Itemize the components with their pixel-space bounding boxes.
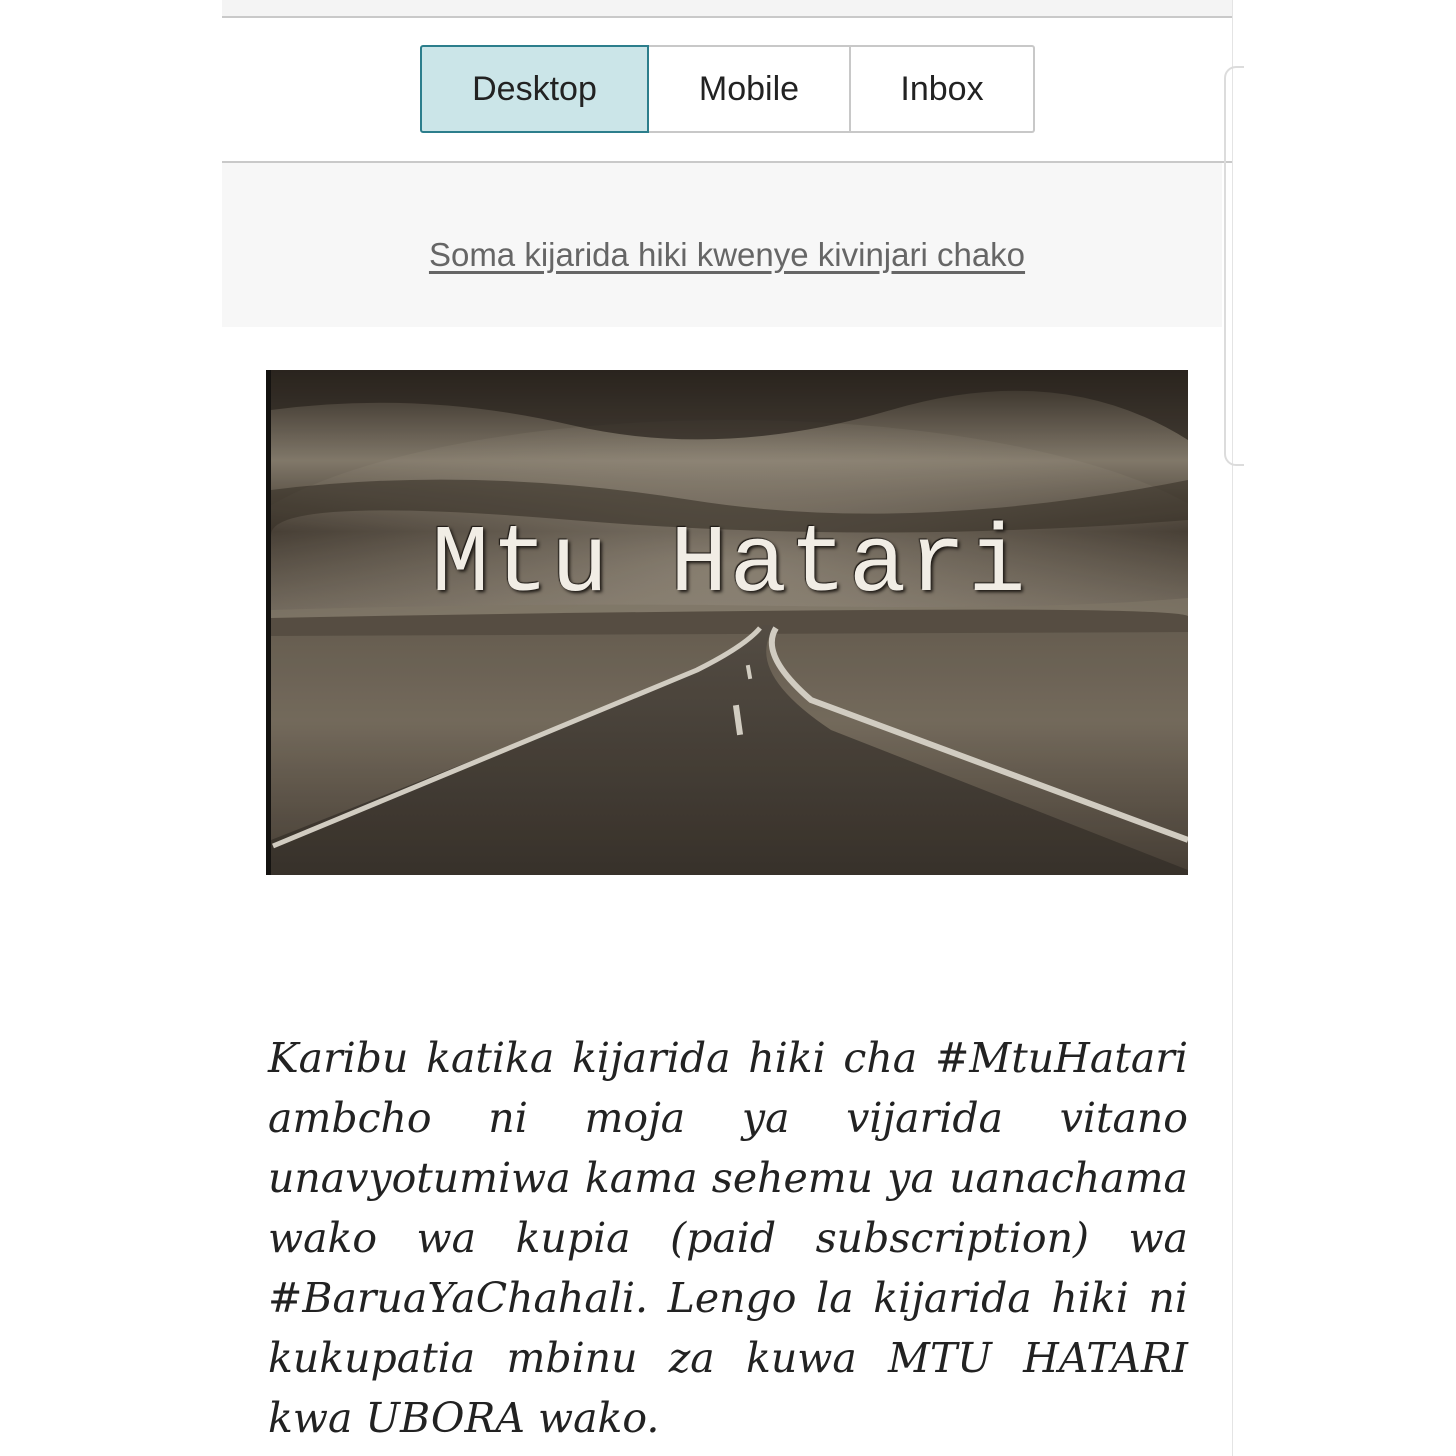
tab-mobile[interactable]: Mobile [649,45,851,133]
side-panel-handle[interactable] [1224,66,1244,466]
view-in-browser-link[interactable]: Soma kijarida hiki kwenye kivinjari chako [428,236,1026,273]
hero-title-text: Mtu Hatari [431,510,1028,619]
intro-paragraph: Karibu katika kijarida hiki cha #MtuHatari ambcho ni moja ya vijarida vitano unavyotumiwa kama sehemu ya uanachama wako wa kupia (paid subscription) wa #BaruaYaChahali. Lengo la kijarida hiki ni kukupatia mbinu za kuwa MTU HATARI kwa UBORA wako. [268,1034,1188,1442]
road-landscape-image [271,370,1188,875]
tab-inbox[interactable]: Inbox [851,45,1035,133]
preheader [222,163,1222,327]
email-preview-frame [222,0,1233,1456]
top-toolbar-edge [222,0,1232,18]
preview-mode-tabs [420,45,1035,133]
tab-desktop[interactable]: Desktop [420,45,649,133]
hero-image [266,370,1188,875]
